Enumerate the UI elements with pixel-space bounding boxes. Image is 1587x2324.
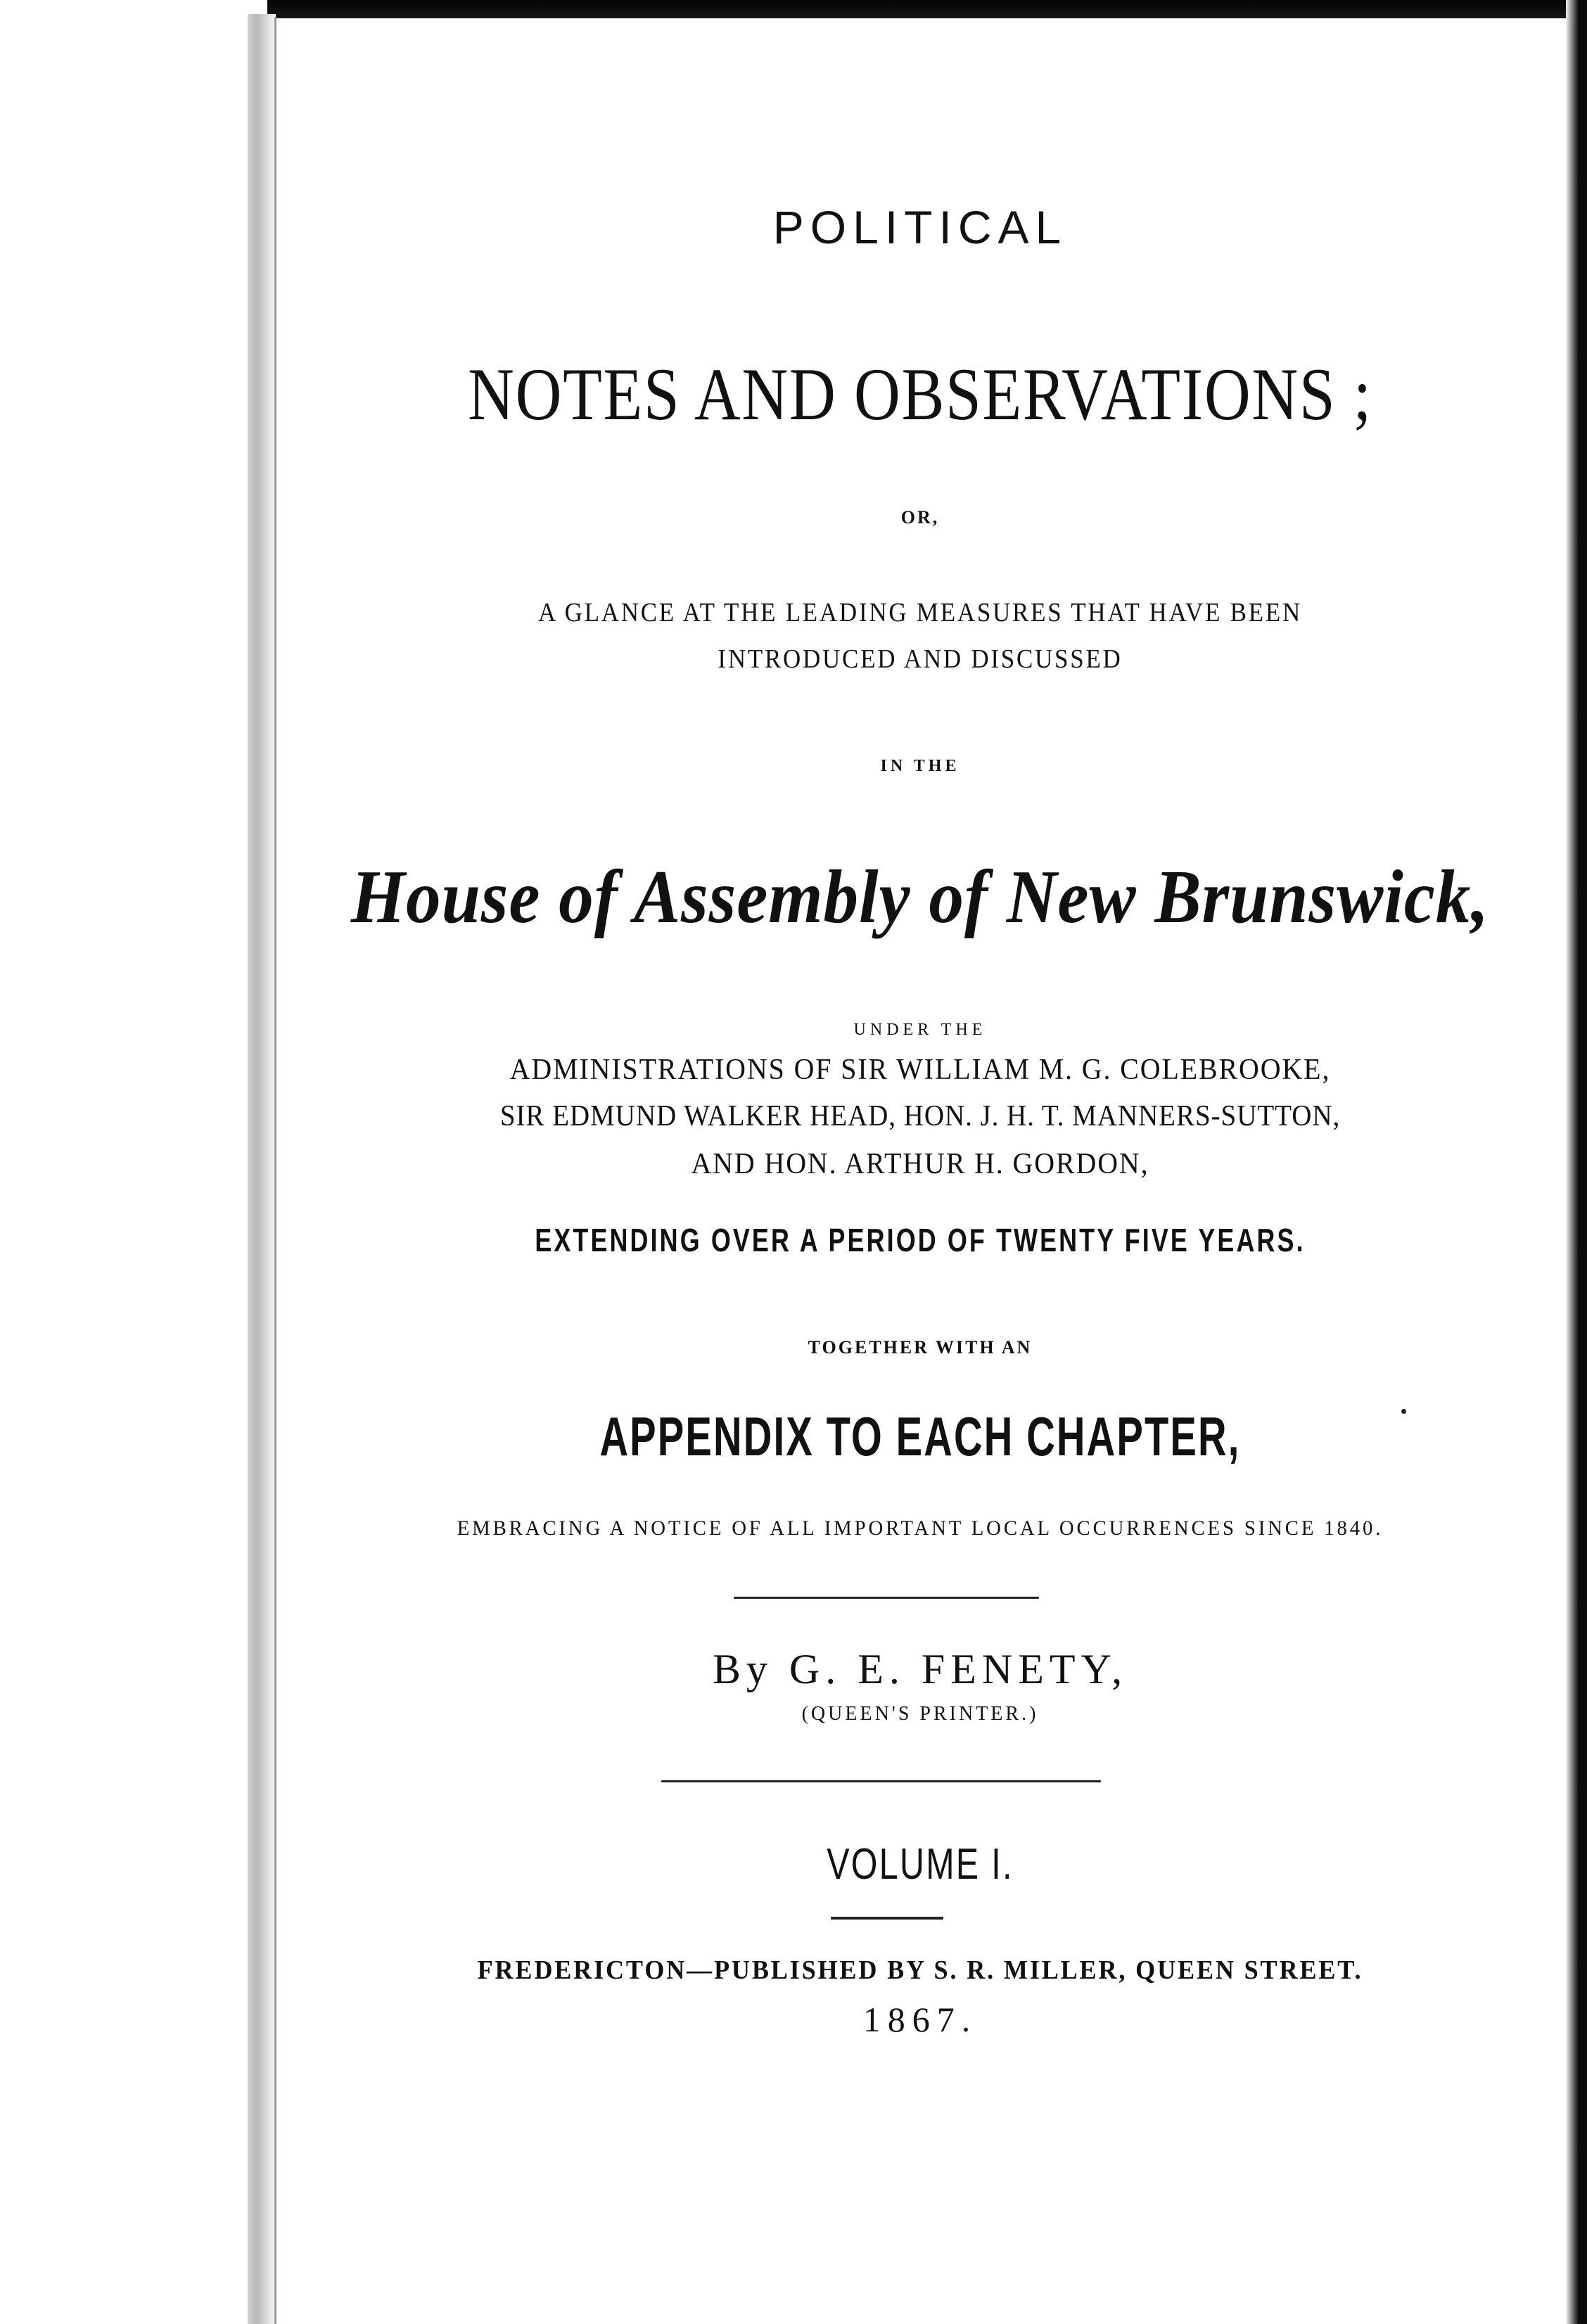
divider-rule-2 (661, 1780, 1101, 1782)
subtitle-line-2: INTRODUCED AND DISCUSSED (718, 644, 1123, 674)
administrations-line-1: ADMINISTRATIONS OF SIR WILLIAM M. G. COLEBROOKE, (509, 1054, 1331, 1086)
appendix-heading: APPENDIX TO EACH CHAPTER, (599, 1405, 1241, 1467)
or-connector: OR, (900, 507, 940, 528)
title-political: POLITICAL (772, 201, 1068, 253)
publisher-line: FREDERICTON—PUBLISHED BY S. R. MILLER, QUEEN STREET. (477, 1955, 1363, 1985)
author-role: (QUEEN'S PRINTER.) (801, 1703, 1039, 1725)
house-of-assembly-heading: House of Assembly of New Brunswick, (350, 855, 1490, 939)
embracing-notice-line: EMBRACING A NOTICE OF ALL IMPORTANT LOCAL OCCURRENCES SINCE 1840. (457, 1517, 1384, 1540)
divider-rule-1 (734, 1597, 1039, 1599)
divider-rule-3 (831, 1917, 943, 1920)
under-the-connector: UNDER THE (853, 1021, 987, 1039)
extending-period-line: EXTENDING OVER A PERIOD OF TWENTY FIVE YEARS. (535, 1222, 1306, 1258)
title-notes-and-observations: NOTES AND OBSERVATIONS ; (468, 353, 1372, 435)
print-speck (1401, 1409, 1406, 1414)
administrations-line-2: SIR EDMUND WALKER HEAD, HON. J. H. T. MANNERS-SUTTON, (499, 1100, 1341, 1132)
book-gutter-shadow (248, 14, 276, 2324)
subtitle-line-1: A GLANCE AT THE LEADING MEASURES THAT HAVE BEEN (537, 598, 1302, 627)
scan-top-border-gap (0, 0, 267, 18)
author-line: By G. E. FENETY, (712, 1646, 1128, 1692)
publication-year: 1867. (862, 2000, 978, 2039)
administrations-line-3: AND HON. ARTHUR H. GORDON, (691, 1148, 1149, 1180)
together-with-connector: TOGETHER WITH AN (808, 1337, 1033, 1358)
book-gutter-line (274, 17, 276, 2324)
in-the-connector: IN THE (880, 757, 960, 775)
volume-label: VOLUME I. (827, 1840, 1014, 1889)
scan-right-border (1566, 0, 1587, 2324)
